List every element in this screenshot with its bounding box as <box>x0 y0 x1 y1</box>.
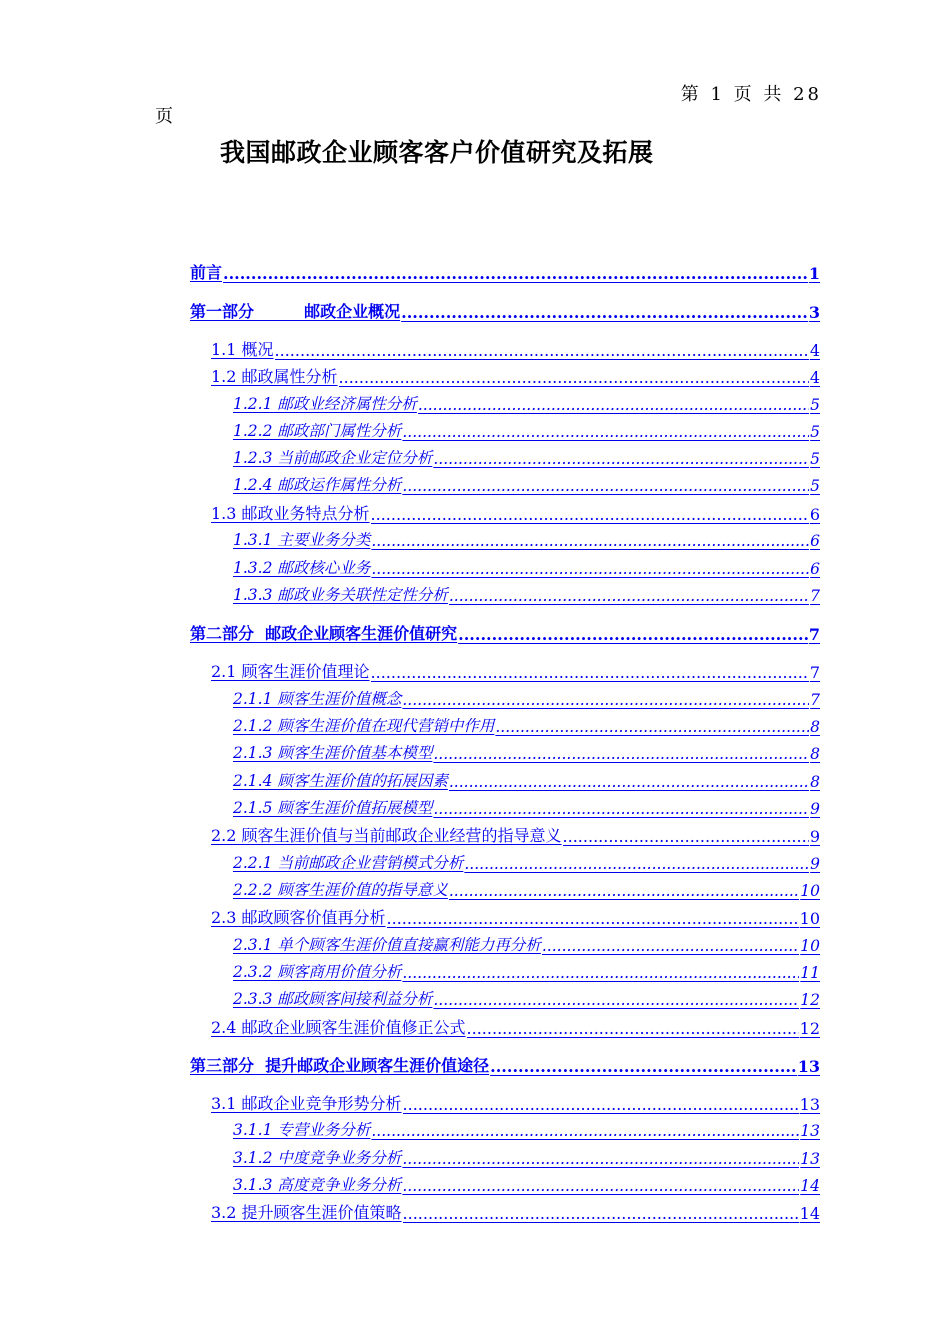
toc-leader-dots <box>371 505 809 524</box>
toc-entry-label: 第二部分 邮政企业顾客生涯价值研究 <box>190 624 458 643</box>
toc-entry-label: 1.3.2 邮政核心业务 <box>233 559 371 577</box>
toc-leader-dots <box>371 532 809 550</box>
toc-entry-label: 2.1.2 顾客生涯价值在现代营销中作用 <box>233 717 495 735</box>
toc-entry-page-number: 6 <box>809 505 820 524</box>
toc-leader-dots <box>458 625 808 644</box>
toc-entry[interactable] <box>233 796 820 818</box>
toc-entry-page-number: 13 <box>799 1095 820 1114</box>
toc-entry[interactable] <box>211 823 820 846</box>
toc-entry-page-number: 13 <box>797 1057 820 1076</box>
toc-leader-dots <box>495 718 809 736</box>
toc-entry-label: 1.2.3 当前邮政企业定位分析 <box>233 449 433 467</box>
toc-leader-dots <box>402 1150 799 1168</box>
toc-entry[interactable] <box>211 337 820 360</box>
toc-entry[interactable] <box>190 1053 820 1076</box>
toc-entry-page-number: 9 <box>810 855 820 873</box>
toc-entry-page-number: 8 <box>810 718 820 736</box>
toc-entry-label: 第三部分 提升邮政企业顾客生涯价值途径 <box>190 1056 490 1075</box>
toc-leader-dots <box>433 745 809 763</box>
toc-entry-label: 1.3.1 主要业务分类 <box>233 531 371 549</box>
toc-leader-dots <box>223 264 808 283</box>
toc-entry-label: 2.1.3 顾客生涯价值基本模型 <box>233 744 433 762</box>
toc-leader-dots <box>402 691 809 709</box>
toc-leader-dots <box>403 1095 799 1114</box>
toc-entry-label: 1.2.2 邮政部门属性分析 <box>233 422 402 440</box>
toc-leader-dots <box>371 1122 799 1140</box>
toc-entry[interactable] <box>211 1091 820 1114</box>
toc-entry-label: 3.1.2 中度竞争业务分析 <box>233 1149 402 1167</box>
toc-entry-page-number: 14 <box>799 1204 820 1223</box>
toc-entry[interactable] <box>233 687 820 709</box>
toc-entry[interactable] <box>233 960 820 982</box>
toc-entry[interactable] <box>233 583 820 605</box>
toc-leader-dots <box>449 587 809 605</box>
toc-entry[interactable] <box>233 987 820 1009</box>
toc-leader-dots <box>542 937 799 955</box>
toc-entry-page-number: 7 <box>808 625 820 644</box>
toc-entry-label: 2.1.1 顾客生涯价值概念 <box>233 690 402 708</box>
toc-entry[interactable] <box>233 419 820 441</box>
toc-entry[interactable] <box>233 741 820 763</box>
toc-entry-label: 2.1.4 顾客生涯价值的拓展因素 <box>233 772 448 790</box>
toc-entry-label: 前言 <box>190 263 223 282</box>
toc-leader-dots <box>401 303 808 322</box>
toc-entry-label: 第一部分 邮政企业概况 <box>190 302 401 321</box>
toc-entry-label: 3.1 邮政企业竞争形势分析 <box>211 1094 402 1113</box>
toc-entry-label: 1.2.1 邮政业经济属性分析 <box>233 395 417 413</box>
toc-leader-dots <box>403 1204 799 1223</box>
toc-leader-dots <box>402 1177 799 1195</box>
toc-entry[interactable] <box>211 659 820 682</box>
toc-entry-page-number: 14 <box>800 1177 820 1195</box>
toc-entry-label: 2.3.2 顾客商用价值分析 <box>233 963 402 981</box>
toc-entry[interactable] <box>233 933 820 955</box>
toc-leader-dots <box>371 560 809 578</box>
toc-entry-page-number: 3 <box>808 303 820 322</box>
toc-entry-page-number: 7 <box>810 587 820 605</box>
toc-leader-dots <box>433 800 809 818</box>
toc-leader-dots <box>371 663 809 682</box>
toc-entry-page-number: 13 <box>800 1150 820 1168</box>
toc-leader-dots <box>464 855 809 873</box>
toc-entry-page-number: 12 <box>799 1019 820 1038</box>
toc-entry[interactable] <box>233 473 820 495</box>
toc-entry-label: 2.3.1 单个顾客生涯价值直接赢利能力再分析 <box>233 936 541 954</box>
toc-entry-page-number: 12 <box>800 991 820 1009</box>
toc-entry-label: 2.4 邮政企业顾客生涯价值修正公式 <box>211 1018 466 1037</box>
toc-entry[interactable] <box>233 1118 820 1140</box>
toc-entry-page-number: 5 <box>810 396 820 414</box>
toc-leader-dots <box>402 964 799 982</box>
toc-leader-dots <box>433 991 799 1009</box>
toc-entry[interactable] <box>233 851 820 873</box>
toc-entry-page-number: 10 <box>800 882 820 900</box>
toc-entry-label: 1.1 概况 <box>211 340 274 359</box>
toc-entry-label: 1.3.3 邮政业务关联性定性分析 <box>233 586 448 604</box>
document-title: 我国邮政企业顾客客户价值研究及拓展 <box>220 138 654 167</box>
page-indicator: 第 1 页 共 28 <box>680 84 822 105</box>
toc-entry-page-number: 1 <box>808 264 820 283</box>
toc-entry-page-number: 8 <box>810 745 820 763</box>
toc-entry-label: 2.3.3 邮政顾客间接利益分析 <box>233 990 433 1008</box>
toc-leader-dots <box>402 477 809 495</box>
toc-entry[interactable] <box>190 260 820 283</box>
toc-entry-page-number: 10 <box>799 909 820 928</box>
toc-entry-page-number: 7 <box>809 663 820 682</box>
toc-leader-dots <box>449 882 799 900</box>
toc-entry-page-number: 4 <box>809 368 820 387</box>
toc-entry[interactable] <box>211 364 820 387</box>
toc-entry-label: 1.3 邮政业务特点分析 <box>211 504 370 523</box>
toc-entry[interactable] <box>211 1200 820 1223</box>
toc-entry[interactable] <box>233 556 820 578</box>
toc-leader-dots <box>387 909 799 928</box>
toc-entry-label: 2.1 顾客生涯价值理论 <box>211 662 370 681</box>
toc-entry-label: 2.1.5 顾客生涯价值拓展模型 <box>233 799 433 817</box>
toc-leader-dots <box>339 368 809 387</box>
toc-leader-dots <box>563 827 809 846</box>
toc-entry[interactable] <box>233 392 820 414</box>
toc-entry-page-number: 6 <box>810 560 820 578</box>
toc-leader-dots <box>433 450 809 468</box>
toc-entry-page-number: 4 <box>809 341 820 360</box>
toc-leader-dots <box>275 341 809 360</box>
toc-entry-page-number: 7 <box>810 691 820 709</box>
toc-entry[interactable] <box>233 1173 820 1195</box>
toc-entry[interactable] <box>233 769 820 791</box>
toc-entry[interactable] <box>190 621 820 644</box>
toc-entry[interactable] <box>233 1146 820 1168</box>
toc-entry-label: 1.2 邮政属性分析 <box>211 367 338 386</box>
toc-entry-label: 2.2.2 顾客生涯价值的指导意义 <box>233 881 448 899</box>
toc-leader-dots <box>402 423 809 441</box>
toc-entry[interactable] <box>211 501 820 524</box>
toc-entry-label: 3.1.3 高度竞争业务分析 <box>233 1176 402 1194</box>
toc-entry[interactable] <box>211 1015 820 1038</box>
toc-entry[interactable] <box>190 299 820 322</box>
toc-entry-page-number: 6 <box>810 532 820 550</box>
toc-entry-page-number: 9 <box>809 827 820 846</box>
toc-entry-label: 2.2 顾客生涯价值与当前邮政企业经营的指导意义 <box>211 826 562 845</box>
toc-entry[interactable] <box>233 446 820 468</box>
page-indicator-wrap: 页 <box>155 106 173 127</box>
page-header <box>0 0 950 130</box>
toc-entry[interactable] <box>233 528 820 550</box>
toc-leader-dots <box>467 1019 799 1038</box>
toc-entry-label: 3.1.1 专营业务分析 <box>233 1121 371 1139</box>
toc-entry-page-number: 5 <box>810 450 820 468</box>
toc-entry-label: 2.2.1 当前邮政企业营销模式分析 <box>233 854 464 872</box>
toc-entry-page-number: 13 <box>800 1122 820 1140</box>
toc-entry[interactable] <box>211 905 820 928</box>
toc-entry[interactable] <box>233 878 820 900</box>
toc-entry-page-number: 9 <box>810 800 820 818</box>
toc-leader-dots <box>418 396 809 414</box>
toc-entry-page-number: 8 <box>810 773 820 791</box>
toc-entry-page-number: 5 <box>810 423 820 441</box>
toc-entry[interactable] <box>233 714 820 736</box>
toc-entry-page-number: 5 <box>810 477 820 495</box>
toc-entry-label: 3.2 提升顾客生涯价值策略 <box>211 1203 402 1222</box>
toc-entry-label: 2.3 邮政顾客价值再分析 <box>211 908 386 927</box>
toc-leader-dots <box>449 773 809 791</box>
toc-entry-page-number: 10 <box>800 937 820 955</box>
toc-leader-dots <box>490 1057 797 1076</box>
toc-entry-page-number: 11 <box>800 964 820 982</box>
toc-entry-label: 1.2.4 邮政运作属性分析 <box>233 476 402 494</box>
